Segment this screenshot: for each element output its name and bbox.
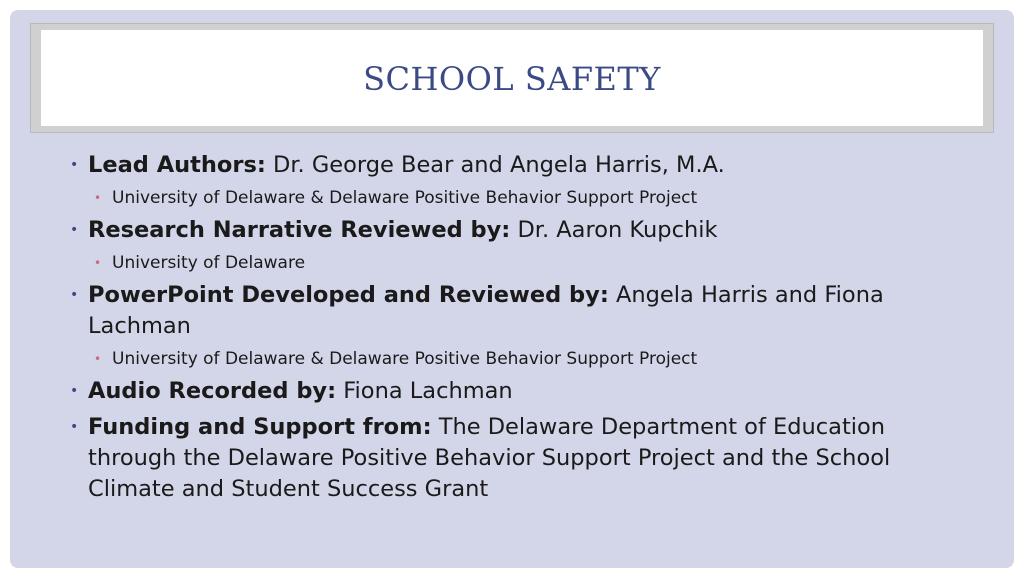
slide <box>10 10 1014 568</box>
slide-title: SCHOOL SAFETY <box>363 60 661 98</box>
bullet-item-audio <box>66 376 966 407</box>
bullet-label: PowerPoint Developed and Reviewed by: <box>88 282 609 308</box>
sub-bullet-item <box>66 181 966 215</box>
sub-bullet-text: University of Delaware <box>112 253 306 273</box>
bullet-text: Angela Harris and Fiona Lachman <box>88 282 884 339</box>
sub-bullet-icon: • <box>94 352 102 366</box>
bullet-item-lead-authors <box>66 150 966 181</box>
bullet-label: Research Narrative Reviewed by: <box>88 217 511 243</box>
bullet-icon: • <box>70 419 79 435</box>
sub-bullet-item <box>66 342 966 376</box>
sub-bullet-icon: • <box>94 191 102 205</box>
bullet-text: Fiona Lachman <box>336 378 513 404</box>
sub-bullet-text: University of Delaware & Delaware Positive Behavior Support Project <box>112 188 698 208</box>
title-frame <box>30 23 994 133</box>
bullet-icon: • <box>70 383 79 399</box>
bullet-label: Funding and Support from: <box>88 414 432 440</box>
sub-bullet-icon: • <box>94 256 102 270</box>
bullet-text: Dr. George Bear and Angela Harris, M.A. <box>265 152 725 178</box>
bullet-item-funding <box>66 412 966 505</box>
bullet-icon: • <box>70 222 79 238</box>
bullet-icon: • <box>70 157 79 173</box>
sub-bullet-text: University of Delaware & Delaware Positive Behavior Support Project <box>112 349 698 369</box>
bullet-text: Dr. Aaron Kupchik <box>510 217 718 243</box>
bullet-list <box>66 150 966 505</box>
bullet-label: Audio Recorded by: <box>88 378 337 404</box>
sub-bullet-item <box>66 246 966 280</box>
title-box <box>41 30 983 126</box>
bullet-text: The Delaware Department of Education through the Delaware Positive Behavior Support Project and the School Climate and Student Success Grant <box>88 414 891 502</box>
bullet-item-powerpoint <box>66 280 966 342</box>
bullet-item-research-narrative <box>66 215 966 246</box>
bullet-label: Lead Authors: <box>88 152 266 178</box>
bullet-icon: • <box>70 287 79 303</box>
